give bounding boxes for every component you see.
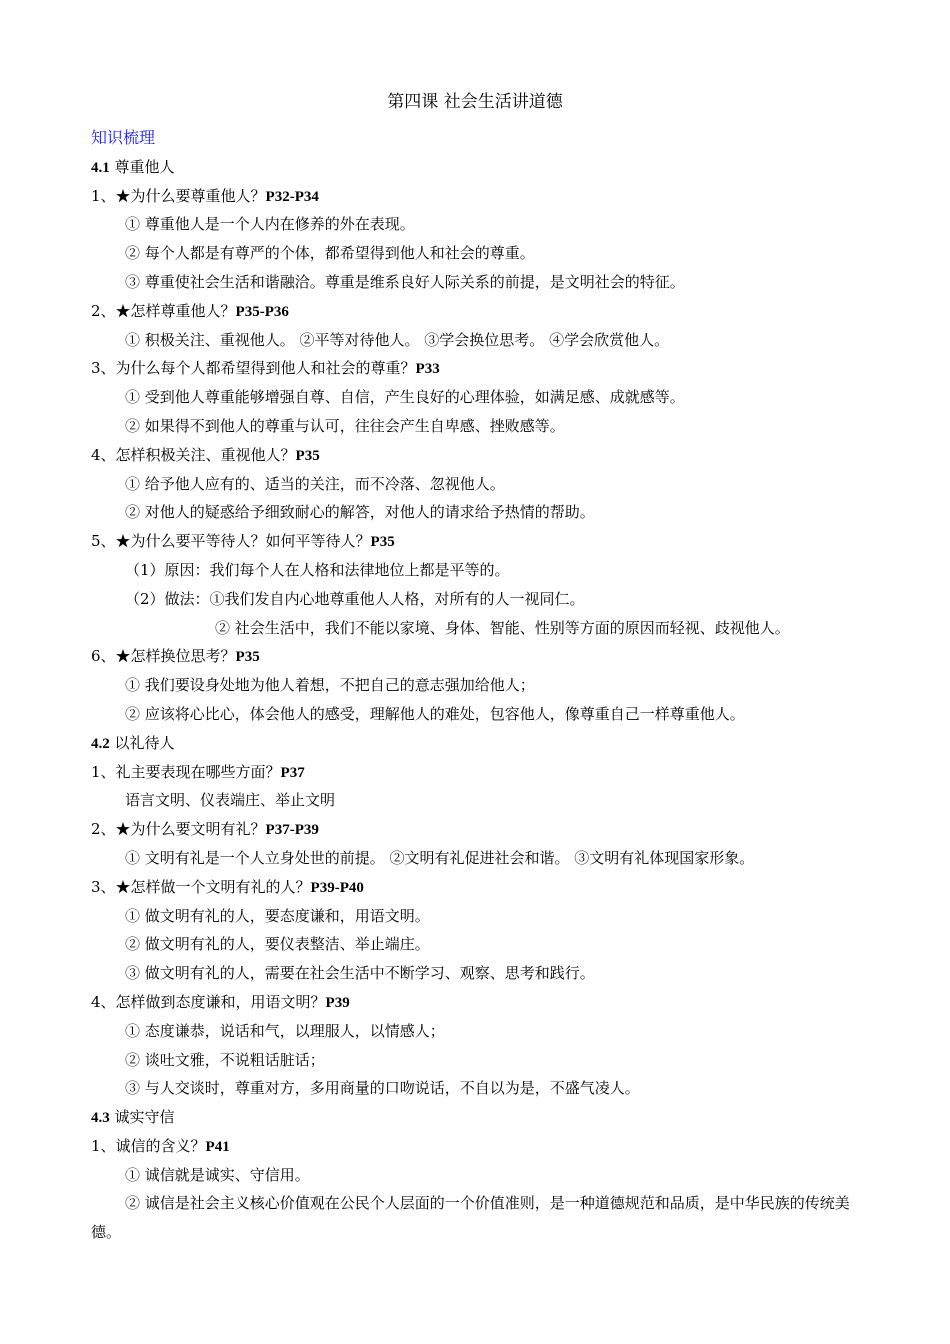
answer-line: ① 诚信就是诚实、守信用。: [125, 1165, 310, 1184]
page-reference: P39-P40: [310, 879, 364, 896]
question-text: 4、怎样积极关注、重视他人？: [91, 445, 296, 464]
question-heading: [91, 297, 851, 326]
answer-line: ① 做文明有礼的人，要态度谦和，用语文明。: [125, 906, 430, 925]
answer-line: ③ 做文明有礼的人，需要在社会生活中不断学习、观察、思考和践行。: [125, 964, 595, 983]
answer-line: ③ 与人交谈时，尊重对方，多用商量的口吻说话，不自以为是，不盛气凌人。: [125, 1079, 640, 1098]
answer-line: ② 应该将心比心，体会他人的感受，理解他人的难处，包容他人，像尊重自己一样尊重他人。: [125, 704, 745, 723]
question-text: 1、礼主要表现在哪些方面？: [91, 762, 281, 781]
answer-line: ① 尊重他人是一个人内在修养的外在表现。: [125, 215, 415, 234]
question-text: 2、★为什么要文明有礼？: [91, 820, 266, 839]
question-heading: [91, 1132, 851, 1161]
page-reference: P37-P39: [265, 822, 319, 839]
page-reference: P33: [415, 361, 440, 378]
question-text: 2、★怎样尊重他人？: [91, 301, 236, 320]
subsection-name: 诚实守信: [114, 1108, 175, 1127]
answer-line: ③ 尊重使社会生活和谐融洽。尊重是维系良好人际关系的前提，是文明社会的特征。: [125, 272, 685, 291]
page-reference: P35: [235, 649, 260, 666]
subsection-4-2-heading: [91, 729, 851, 758]
answer-line: ① 积极关注、重视他人。 ②平等对待他人。 ③学会换位思考。 ④学会欣赏他人。: [125, 330, 670, 349]
question-heading: [91, 815, 851, 844]
answer-paragraph: ② 诚信是社会主义核心价值观在公民个人层面的一个价值准则，是一种道德规范和品质，是中华民族的传统美德。: [91, 1194, 850, 1242]
answer-line: ② 对他人的疑惑给予细致耐心的解答，对他人的请求给予热情的帮助。: [125, 503, 595, 522]
answer-line: ① 态度谦恭，说话和气，以理服人，以情感人；: [125, 1021, 445, 1040]
question-heading: [91, 182, 851, 211]
question-heading: [91, 988, 851, 1017]
question-heading: [91, 441, 851, 470]
answer-line: ② 谈吐文雅，不说粗话脏话；: [125, 1050, 325, 1069]
page-reference: P35: [370, 534, 395, 551]
subsection-4-1-heading: [91, 153, 851, 182]
question-text: 3、为什么每个人都希望得到他人和社会的尊重？: [91, 359, 416, 378]
subsection-number: 4.3: [91, 1110, 110, 1127]
page-title: 第四课 社会生活讲道德: [387, 92, 563, 112]
question-text: 4、怎样做到态度谦和，用语文明？: [91, 992, 326, 1011]
question-text: 5、★为什么要平等待人？如何平等待人？: [91, 532, 371, 551]
subsection-name: 尊重他人: [114, 157, 175, 176]
answer-line: ② 做文明有礼的人，要仪表整洁、举止端庄。: [125, 935, 430, 954]
question-heading: [91, 354, 851, 383]
subsection-4-3-heading: [91, 1103, 851, 1132]
subsection-number: 4.1: [91, 159, 110, 176]
answer-line: （1）原因：我们每个人在人格和法律地位上都是平等的。: [125, 560, 510, 579]
question-heading: [91, 527, 851, 556]
page-reference: P37: [280, 764, 305, 781]
answer-line: ② 如果得不到他人的尊重与认可，往往会产生自卑感、挫败感等。: [125, 416, 565, 435]
question-heading: [91, 873, 851, 902]
document-body: [91, 124, 851, 1247]
page-reference: P32-P34: [265, 188, 319, 205]
answer-line: ① 我们要设身处地为他人着想，不把自己的意志强加给他人；: [125, 676, 535, 695]
question-text: 1、★为什么要尊重他人？: [91, 186, 266, 205]
answer-line: 语言文明、仪表端庄、举止文明: [125, 791, 336, 810]
answer-line: ② 社会生活中，我们不能以家境、身体、智能、性别等方面的原因而轻视、歧视他人。: [215, 618, 790, 637]
question-text: 6、★怎样换位思考？: [91, 647, 236, 666]
subsection-name: 以礼待人: [114, 733, 175, 752]
subsection-number: 4.2: [91, 735, 110, 752]
section-heading: 知识梳理: [91, 128, 156, 147]
question-heading: [91, 758, 851, 787]
answer-line: ① 受到他人尊重能够增强自尊、自信，产生良好的心理体验，如满足感、成就感等。: [125, 388, 685, 407]
answer-line: ① 给予他人应有的、适当的关注，而不冷落、忽视他人。: [125, 474, 505, 493]
page-reference: P35-P36: [235, 303, 289, 320]
question-text: 1、诚信的含义？: [91, 1136, 206, 1155]
question-heading: [91, 642, 851, 671]
page-reference: P39: [325, 994, 350, 1011]
answer-line: （2）做法：①我们发自内心地尊重他人人格，对所有的人一视同仁。: [125, 589, 585, 608]
page-reference: P35: [295, 447, 320, 464]
answer-line: ② 每个人都是有尊严的个体，都希望得到他人和社会的尊重。: [125, 244, 535, 263]
page-reference: P41: [205, 1138, 230, 1155]
answer-line: ① 文明有礼是一个人立身处世的前提。 ②文明有礼促进社会和谐。 ③文明有礼体现国家形象。: [125, 848, 755, 867]
question-text: 3、★怎样做一个文明有礼的人？: [91, 877, 311, 896]
